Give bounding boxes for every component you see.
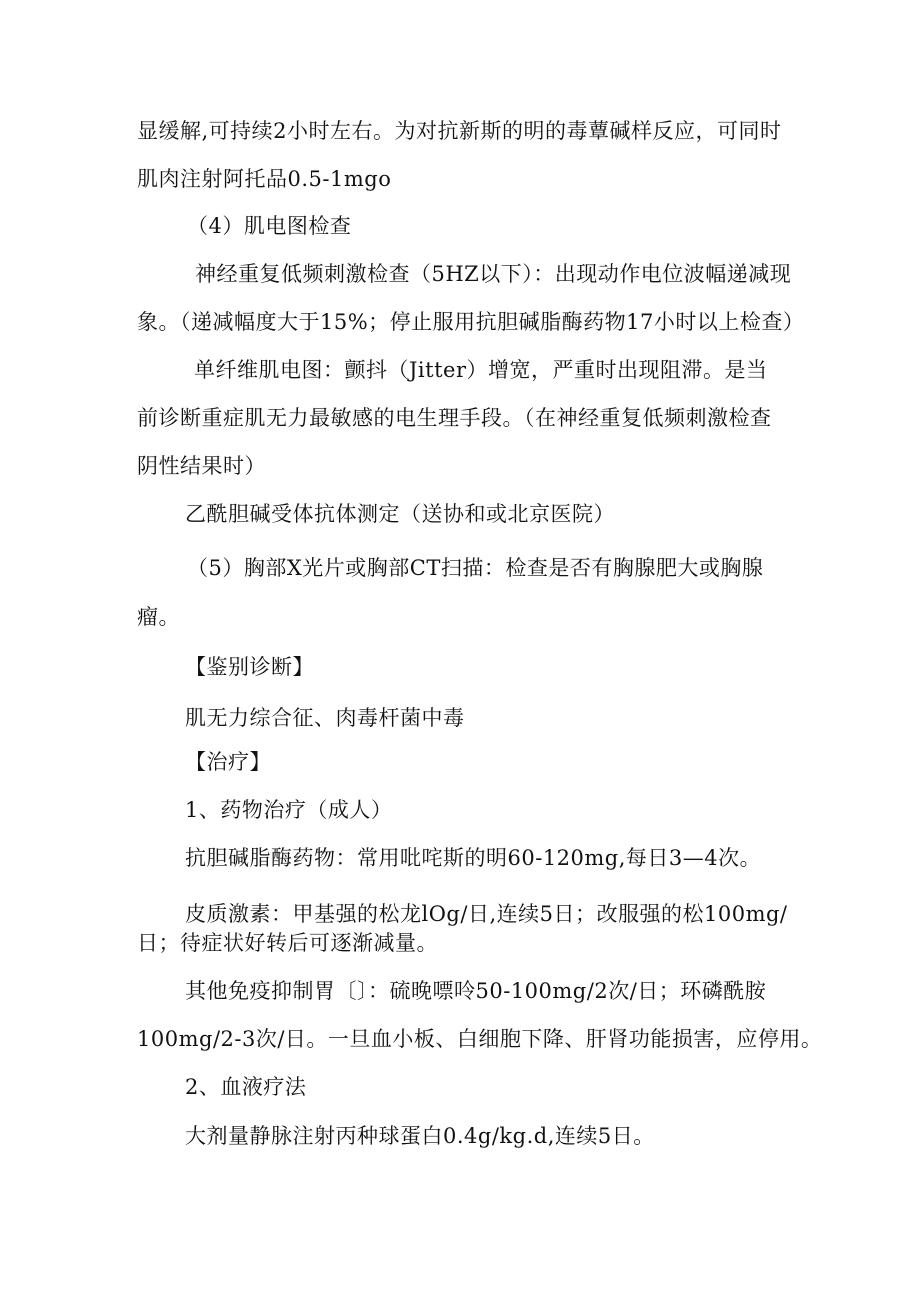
- paragraph-line: 单纤维肌电图：颤抖（Jitter）增宽，严重时出现阻滞。是当: [194, 358, 768, 382]
- paragraph-line: 乙酰胆碱受体抗体测定（送协和或北京医院）: [185, 502, 615, 526]
- section-heading: （4）肌电图检查: [187, 214, 352, 238]
- section-heading-differential: 【鉴别诊断】: [185, 655, 314, 679]
- subsection-heading: 1、药物治疗（成人）: [185, 798, 393, 822]
- paragraph-line: 其他免疫抑制胃〔〕：硫晚嘌呤50-100mg/2次/日；环磷酰胺: [185, 979, 767, 1003]
- paragraph-line: 显缓解,可持续2小时左右。为对抗新斯的明的毒蕈碱样反应，可同时: [137, 119, 782, 143]
- paragraph-line: 肌肉注射阿托品0.5-1mgo: [137, 167, 392, 191]
- section-heading-treatment: 【治疗】: [185, 750, 271, 774]
- paragraph-line: 皮质激素：甲基强的松龙lOg/日,连续5日；改服强的松100mg/: [185, 902, 788, 926]
- paragraph-line: 象。（递减幅度大于15%；停止服用抗胆碱脂酶药物17小时以上检查）: [137, 310, 805, 334]
- paragraph-line: 前诊断重症肌无力最敏感的电生理手段。（在神经重复低频刺激检查: [137, 406, 772, 430]
- paragraph-line: （5）胸部X光片或胸部CT扫描：检查是否有胸腺肥大或胸腺: [187, 556, 764, 580]
- paragraph-line: 抗胆碱脂酶药物：常用吡咤斯的明60-120mg,每日3—4次。: [185, 846, 762, 870]
- paragraph-line: 瘤。: [137, 605, 180, 629]
- paragraph-line: 大剂量静脉注射丙种球蛋白0.4g/kg.d,连续5日。: [185, 1124, 655, 1148]
- subsection-heading: 2、血液疗法: [185, 1075, 307, 1099]
- paragraph-line: 阴性结果时）: [137, 454, 266, 478]
- paragraph-line: 肌无力综合征、肉毒杆菌中毒: [185, 706, 465, 730]
- paragraph-line: 100mg/2-3次/日。一旦血小板、白细胞下降、肝肾功能损害，应停用。: [137, 1027, 823, 1051]
- paragraph-line: 日；待症状好转后可逐渐减量。: [137, 931, 438, 955]
- paragraph-line: 神经重复低频刺激检查（5HZ以下）：出现动作电位波幅递减现: [195, 262, 792, 286]
